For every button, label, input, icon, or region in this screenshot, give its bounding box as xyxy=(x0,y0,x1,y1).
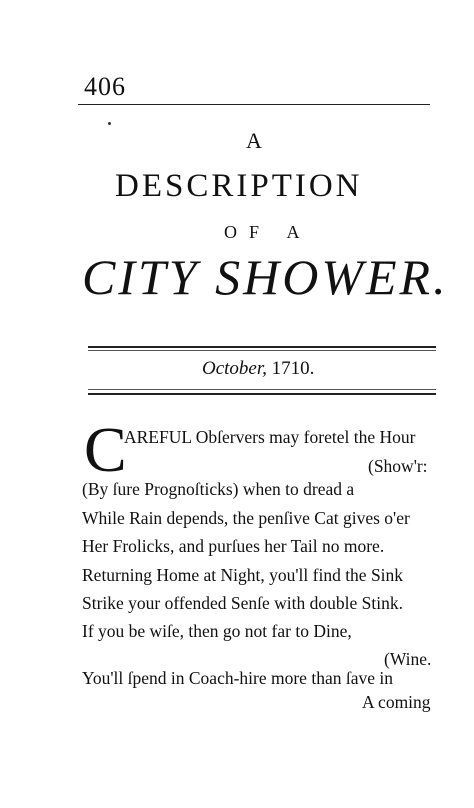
ornamental-rule-top-thin xyxy=(88,350,436,351)
drop-cap: C xyxy=(84,414,127,485)
poem-line: If you be wiſe, then go not far to Dine, xyxy=(82,621,352,641)
title-article: A xyxy=(246,128,264,153)
ornamental-rule-bottom xyxy=(88,393,436,395)
poem-line-turnover: (Wine. xyxy=(384,649,432,669)
dateline-year: 1710. xyxy=(271,358,315,379)
ornamental-rule-bottom-thin xyxy=(88,389,436,390)
poem-line: While Rain depends, the penſive Cat gives o'er xyxy=(82,508,410,528)
dateline-month: October, xyxy=(202,358,267,379)
page-number: 406 xyxy=(84,72,126,101)
dateline xyxy=(202,358,314,380)
header-rule xyxy=(78,104,430,105)
poem-line: You'll ſpend in Coach-hire more than ſave in xyxy=(82,668,393,688)
catchword: A coming xyxy=(362,692,431,712)
poem-line: Her Frolicks, and purſues her Tail no more. xyxy=(82,536,385,556)
title-of-a: OF A xyxy=(224,222,312,242)
poem-line: Returning Home at Night, you'll find the Sink xyxy=(82,565,404,585)
poem-line: Strike your offended Senſe with double Stink. xyxy=(82,593,403,613)
poem-line: AREFUL Obſervers may foretel the Hour xyxy=(124,427,416,447)
print-speck xyxy=(108,122,111,125)
poem-line-turnover: (Show'r: xyxy=(368,456,428,476)
ornamental-rule-top xyxy=(88,346,436,348)
title-city-shower: CITY SHOWER. xyxy=(82,249,449,305)
title-description: DESCRIPTION xyxy=(115,168,363,204)
poem-line: (By ſure Prognoſticks) when to dread a xyxy=(82,479,355,499)
